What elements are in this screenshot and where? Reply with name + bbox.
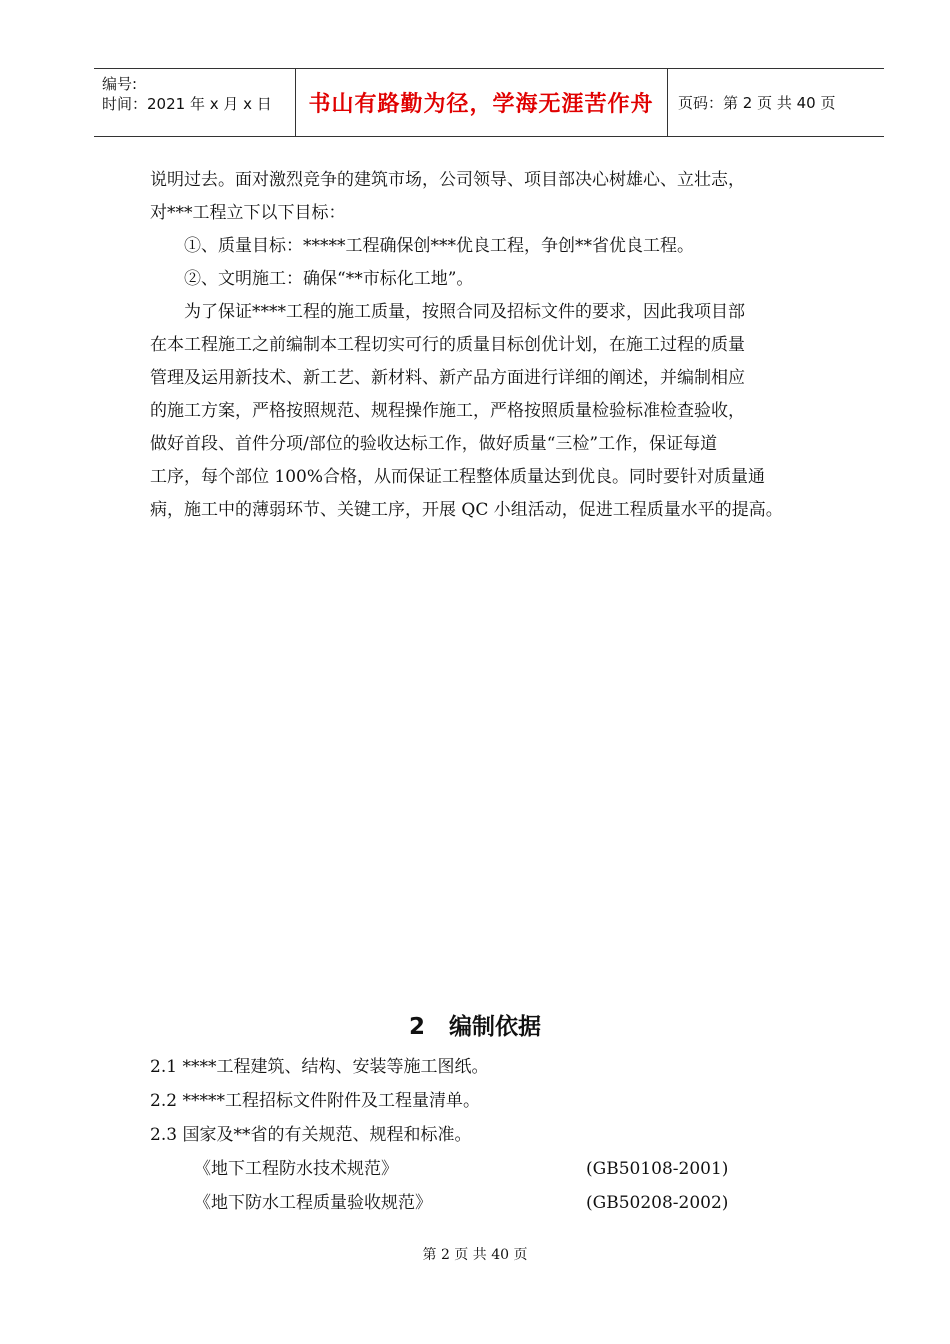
header-motto-cell [295,69,668,136]
standard-code: (GB50108-2001) [586,1159,729,1179]
header-page-cell [668,69,894,136]
standard-row [150,1152,774,1186]
body-paragraph-line: 说明过去。面对激烈竞争的建筑市场，公司领导、项目部决心树雄心、立壮志， [150,170,745,190]
header-page-label: 页码：第 2 页 共 40 页 [678,94,836,112]
body-paragraph-line: 管理及运用新技术、新工艺、新材料、新产品方面进行详细的阐述，并编制相应 [150,368,745,388]
section-number: 2 [408,1014,425,1040]
body-paragraph-line: 为了保证****工程的施工质量，按照合同及招标文件的要求，因此我项目部 [184,302,745,322]
header-motto: 书山有路勤为径，学海无涯苦作舟 [308,92,654,117]
section-title: 编制依据 [449,1014,541,1040]
body-paragraph-line: 的施工方案，严格按照规范、规程操作施工，严格按照质量检验标准检查验收， [150,401,745,421]
basis-item: 2.2 *****工程招标文件附件及工程量清单。 [150,1091,480,1111]
body-paragraph-line: 工序，每个部位 100%合格，从而保证工程整体质量达到优良。同时要针对质量通 [150,467,766,487]
page-footer [0,1244,950,1264]
basis-item: 2.3 国家及**省的有关规范、规程和标准。 [150,1125,472,1145]
section-heading [0,1008,950,1041]
header-info-cell [94,69,296,136]
document-number-label: 编号: [102,75,138,93]
footer-page-number: 第 2 页 共 40 页 [422,1247,528,1263]
standard-code: (GB50208-2002) [586,1193,729,1213]
body-paragraph-line: 做好首段、首件分项/部位的验收达标工作，做好质量“三检”工作，保证每道 [150,434,718,454]
basis-list [150,1050,774,1220]
body-paragraph-line: 在本工程施工之前编制本工程切实可行的质量目标创优计划，在施工过程的质量 [150,335,745,355]
body-paragraph-line: 对***工程立下以下目标： [150,203,346,223]
goal-quality: ①、质量目标：*****工程确保创***优良工程，争创**省优良工程。 [184,236,694,256]
body-paragraph-line: 病，施工中的薄弱环节、关键工序，开展 QC 小组活动，促进工程质量水平的提高。 [150,500,783,520]
standard-name: 《地下防水工程质量验收规范》 [194,1193,432,1213]
document-time-label: 时间：2021 年 x 月 x 日 [102,95,272,113]
goal-civilized-construction: ②、文明施工：确保“**市标化工地”。 [184,269,474,289]
standard-row [150,1186,774,1220]
basis-item: 2.1 ****工程建筑、结构、安装等施工图纸。 [150,1057,489,1077]
body-text [150,164,850,527]
standard-name: 《地下工程防水技术规范》 [194,1159,398,1179]
page-header [94,68,884,137]
